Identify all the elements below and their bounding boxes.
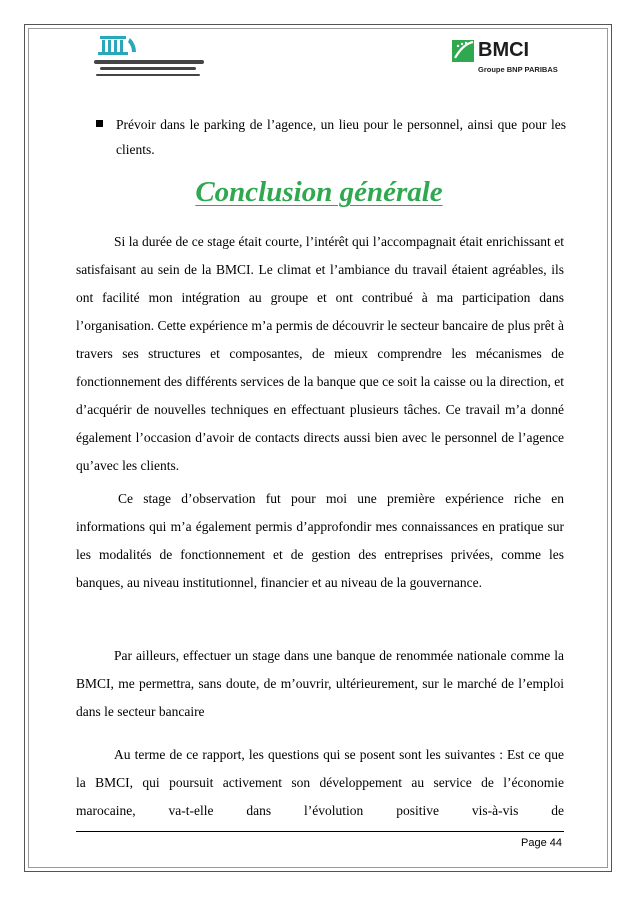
paragraph-1 (76, 228, 564, 480)
footer-divider (76, 831, 564, 832)
paragraph-4 (76, 741, 564, 825)
bullet-text: Prévoir dans le parking de l’agence, un lieu pour le personnel, ainsi que pour les clients. (116, 117, 566, 157)
paragraph-3-text: Par ailleurs, effectuer un stage dans une banque de renommée nationale comme la BMCI, me permettra, sans doute, de m’ouvrir, ultérieurement, sur le marché de l’emploi dans le secteur bancaire (76, 648, 564, 719)
section-title: Conclusion générale (195, 176, 443, 208)
square-bullet-icon (96, 120, 103, 127)
paragraph-4-text: Au terme de ce rapport, les questions qui se posent sont les suivantes : Est ce que la BMCI, qui poursuit activement son développement au service de l’économie marocaine, va-t-elle dans l’évolution positive vis-à-vis de (76, 747, 564, 818)
bmci-logo-name: BMCI (478, 39, 530, 61)
faculty-logo (90, 34, 208, 82)
paragraph-1-text: Si la durée de ce stage était courte, l’intérêt qui l’accompagnait était enrichissant et satisfaisant au sein de la BMCI. Le climat et l’ambiance du travail étaient agréables, ils ont facilité mon intégration au groupe et ont contribué à ma participation dans l’organisation. Cette expérience m’a permis de découvrir le secteur bancaire de plus prêt à travers ses structures et composantes, de mieux comprendre les mécanismes de fonctionnement des différents services de la banque que ce soit la caisse ou la direction, et d’acquérir de nouvelles techniques en effectuant plusieurs tâches. Ce travail m’a donné également l’occasion d’avoir de contacts directs aussi bien avec le personnel de l’agence qu’avec les clients. (76, 234, 564, 473)
bmci-logo-subtitle: Groupe BNP PARIBAS (478, 65, 558, 74)
bullet-item (96, 112, 566, 162)
paragraph-3 (76, 642, 564, 726)
page-number: Page 44 (521, 837, 562, 849)
paragraph-2 (76, 485, 564, 597)
paragraph-2-text: Ce stage d’observation fut pour moi une première expérience riche en informations qui m’a également permis d’approfondir mes connaissances en pratique sur les modalités de fonctionnement et de gestion des entreprises privées, comme les banques, au niveau institutionnel, financier et au niveau de la gouvernance. (76, 491, 564, 590)
